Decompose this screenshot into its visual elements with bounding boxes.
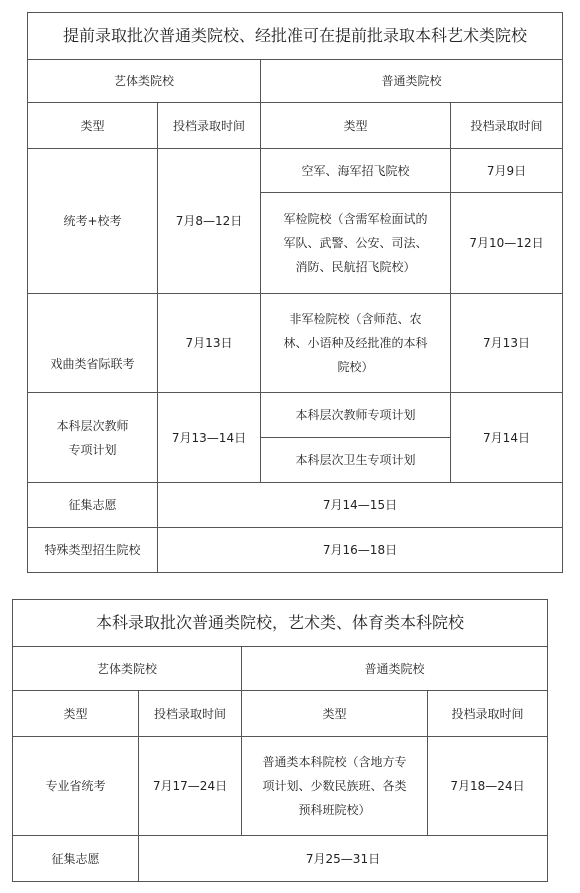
table1-title: 提前录取批次普通类院校、经批准可在提前批录取本科艺术类院校 xyxy=(28,13,563,60)
table1-cell-art-type: 本科层次教师 专项计划 xyxy=(28,393,158,483)
table1-cell-art-time: 7月13日 xyxy=(158,294,261,393)
table1-cell-gen-type: 本科层次教师专项计划 xyxy=(261,393,451,438)
table2-cell-gen-time: 7月18—24日 xyxy=(428,737,548,836)
table2-group-general: 普通类院校 xyxy=(242,647,548,691)
table2-title: 本科录取批次普通类院校，艺术类、体育类本科院校 xyxy=(13,600,548,647)
table2-cell-time: 7月25—31日 xyxy=(139,836,548,882)
table1-cell-gen-type: 军检院校（含需军检面试的 军队、武警、公安、司法、 消防、民航招飞院校） xyxy=(261,193,451,294)
table1-cell-art-type: 统考+校考 xyxy=(28,149,158,294)
table1-cell-art-time: 7月13—14日 xyxy=(158,393,261,483)
table-early-admission xyxy=(27,12,563,573)
table1-cell-gen-time: 7月10—12日 xyxy=(451,193,563,294)
table1-cell-gen-time: 7月13日 xyxy=(451,294,563,393)
table1-cell-time: 7月14—15日 xyxy=(158,483,563,528)
table1-cell-gen-time: 7月14日 xyxy=(451,393,563,483)
table1-header-art-type: 类型 xyxy=(28,103,158,149)
table1-cell-label: 特殊类型招生院校 xyxy=(28,528,158,573)
table1-cell-time: 7月16—18日 xyxy=(158,528,563,573)
table2-cell-gen-type: 普通类本科院校（含地方专 项计划、少数民族班、各类 预科班院校） xyxy=(242,737,428,836)
table1-header-gen-type: 类型 xyxy=(261,103,451,149)
table2-cell-art-time: 7月17—24日 xyxy=(139,737,242,836)
table2-header-gen-type: 类型 xyxy=(242,691,428,737)
table1-group-art: 艺体类院校 xyxy=(28,60,261,103)
table1-header-art-time: 投档录取时间 xyxy=(158,103,261,149)
table1-cell-gen-type: 本科层次卫生专项计划 xyxy=(261,438,451,483)
table1-cell-gen-type: 空军、海军招飞院校 xyxy=(261,149,451,193)
table1-cell-gen-type: 非军检院校（含师范、农 林、小语种及经批准的本科 院校） xyxy=(261,294,451,393)
table1-cell-art-time: 7月8—12日 xyxy=(158,149,261,294)
table1-cell-label: 征集志愿 xyxy=(28,483,158,528)
table2-group-art: 艺体类院校 xyxy=(13,647,242,691)
table1-group-general: 普通类院校 xyxy=(261,60,563,103)
table-undergraduate-admission xyxy=(12,599,548,882)
table2-header-gen-time: 投档录取时间 xyxy=(428,691,548,737)
table2-header-art-type: 类型 xyxy=(13,691,139,737)
table1-cell-art-type: 戏曲类省际联考 xyxy=(28,294,158,393)
table2-header-art-time: 投档录取时间 xyxy=(139,691,242,737)
table1-header-gen-time: 投档录取时间 xyxy=(451,103,563,149)
table2-cell-art-type: 专业省统考 xyxy=(13,737,139,836)
table2-cell-label: 征集志愿 xyxy=(13,836,139,882)
table1-cell-gen-time: 7月9日 xyxy=(451,149,563,193)
